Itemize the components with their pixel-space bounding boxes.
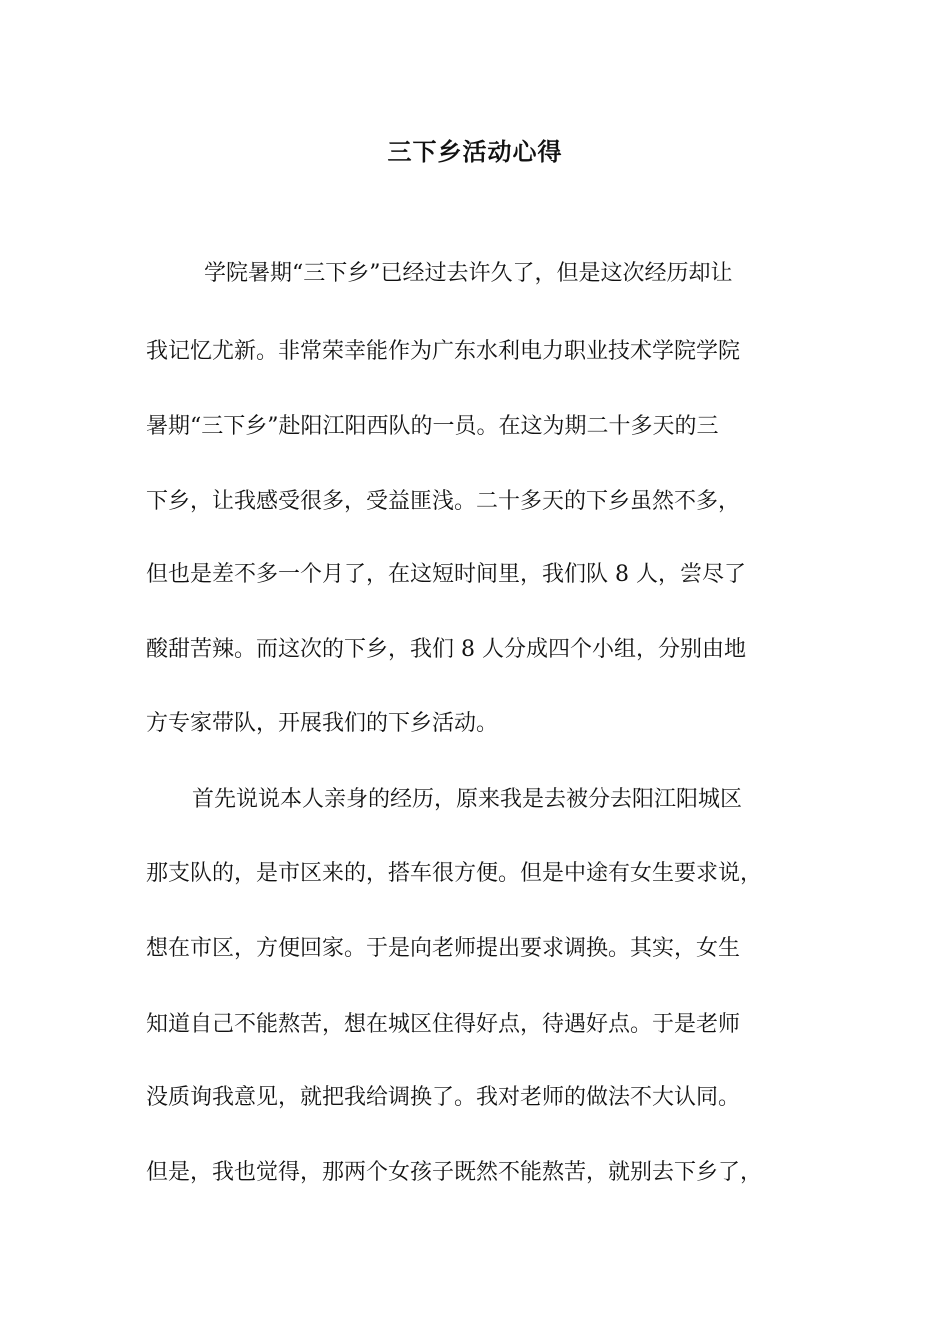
body-line: 下乡，让我感受很多，受益匪浅。二十多天的下乡虽然不多，: [146, 489, 741, 514]
document-title: 三下乡活动心得: [387, 137, 563, 166]
body-line: 但也是差不多一个月了，在这短时间里，我们队 8 人，尝尽了: [146, 562, 746, 587]
body-line: 那支队的，是市区来的，搭车很方便。但是中途有女生要求说，: [146, 861, 763, 886]
body-line: 酸甜苦辣。而这次的下乡，我们 8 人分成四个小组，分别由地: [146, 637, 746, 662]
body-line: 知道自己不能熬苦，想在城区住得好点，待遇好点。于是老师: [146, 1012, 741, 1037]
body-line: 方专家带队，开展我们的下乡活动。: [146, 711, 499, 736]
body-line: 首先说说本人亲身的经历，原来我是去被分去阳江阳城区: [192, 787, 743, 812]
body-line: 学院暑期“三下乡”已经过去许久了，但是这次经历却让: [204, 261, 733, 286]
body-line: 想在市区，方便回家。于是向老师提出要求调换。其实，女生: [146, 936, 741, 961]
body-line: 但是，我也觉得，那两个女孩子既然不能熬苦，就别去下乡了，: [146, 1160, 763, 1185]
body-line: 我记忆尤新。非常荣幸能作为广东水利电力职业技术学院学院: [146, 339, 741, 364]
body-line: 没质询我意见，就把我给调换了。我对老师的做法不大认同。: [146, 1085, 741, 1110]
body-line: 暑期“三下乡”赴阳江阳西队的一员。在这为期二十多天的三: [146, 414, 719, 439]
